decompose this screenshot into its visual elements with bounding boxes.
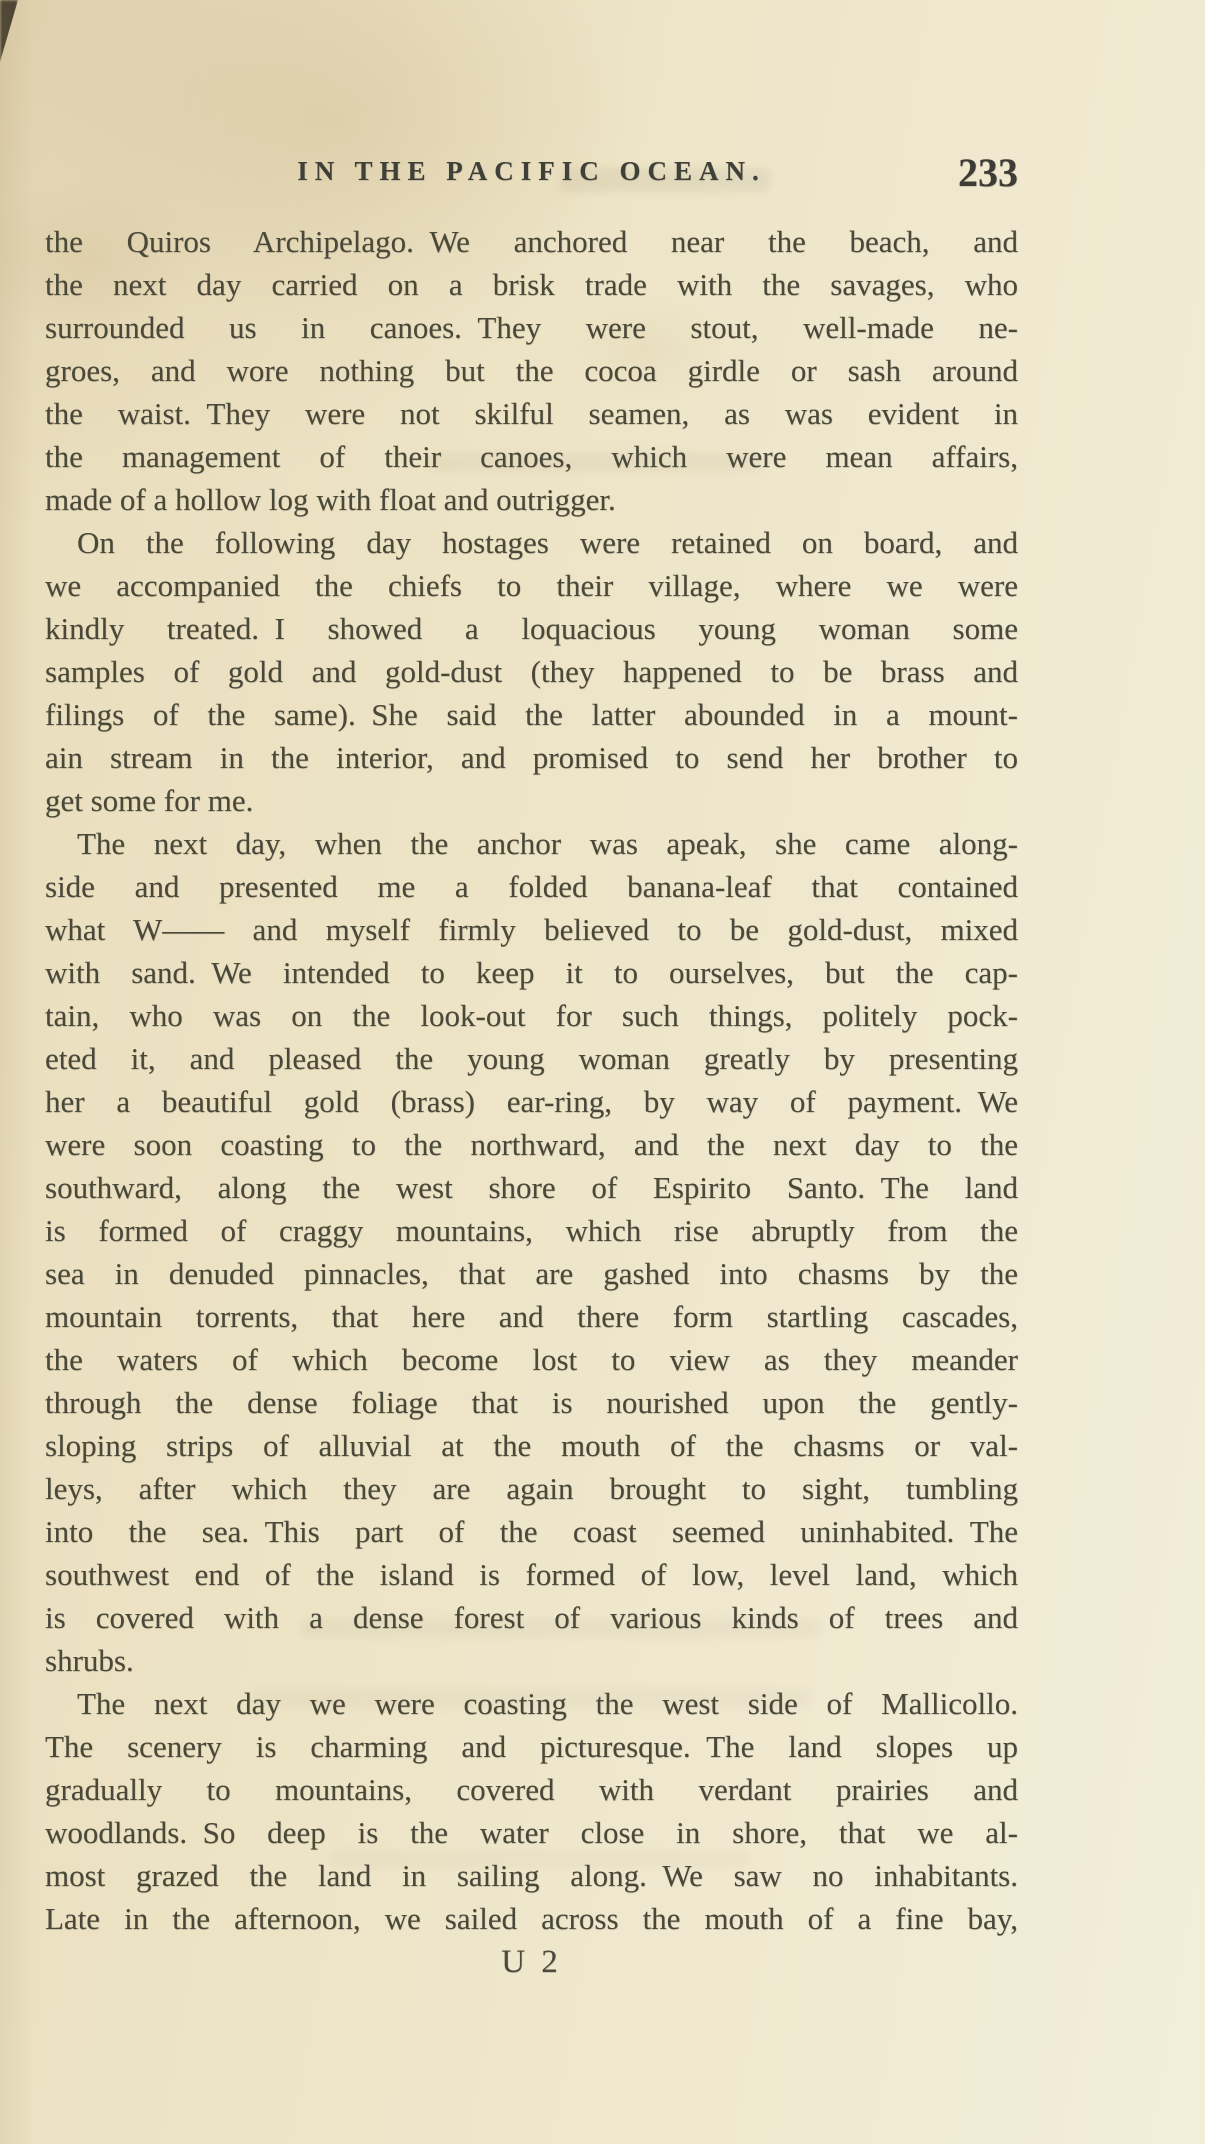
text-line: mountain torrents, that here and there form startling cascades, [45, 1299, 1018, 1334]
text-line: southward, along the west shore of Espirito Santo. The land [45, 1170, 1018, 1205]
text-line: the Quiros Archipelago. We anchored near the beach, and [45, 224, 1018, 259]
text-line: tain, who was on the look-out for such things, politely pock- [45, 998, 1018, 1033]
text-line: The next day we were coasting the west side of Mallicollo. [77, 1686, 1018, 1721]
text-line: eted it, and pleased the young woman greatly by presenting [45, 1041, 1018, 1076]
text-line: gradually to mountains, covered with verdant prairies and [45, 1772, 1018, 1807]
text-line: with sand. We intended to keep it to ourselves, but the cap- [45, 955, 1018, 990]
text-line: southwest end of the island is formed of low, level land, which [45, 1557, 1018, 1592]
text-line: sloping strips of alluvial at the mouth of the chasms or val- [45, 1428, 1018, 1463]
text-line: samples of gold and gold-dust (they happened to be brass and [45, 654, 1018, 689]
running-title: IN THE PACIFIC OCEAN. [297, 156, 766, 186]
text-line: were soon coasting to the northward, and the next day to the [45, 1127, 1018, 1162]
text-line: Late in the afternoon, we sailed across the mouth of a fine bay, [45, 1901, 1018, 1936]
text-line: the waist. They were not skilful seamen, as was evident in [45, 396, 1018, 431]
signature-mark: U 2 [501, 1944, 562, 1980]
text-line: what W—— and myself firmly believed to be gold-dust, mixed [45, 912, 1018, 947]
running-header [45, 150, 1018, 198]
text-line: is formed of craggy mountains, which rise abruptly from the [45, 1213, 1018, 1248]
text-line: kindly treated. I showed a loquacious young woman some [45, 611, 1018, 646]
text-line: filings of the same). She said the latter abounded in a mount- [45, 697, 1018, 732]
text-line: made of a hollow log with float and outrigger. [45, 482, 616, 517]
text-line: The scenery is charming and picturesque. The land slopes up [45, 1729, 1018, 1764]
text-line: the management of their canoes, which were mean affairs, [45, 439, 1018, 474]
text-line: her a beautiful gold (brass) ear-ring, by way of payment. We [45, 1084, 1018, 1119]
text-line: is covered with a dense forest of various kinds of trees and [45, 1600, 1018, 1635]
text-line: the next day carried on a brisk trade with the savages, who [45, 267, 1018, 302]
text-line: On the following day hostages were retained on board, and [77, 525, 1018, 560]
body-text [45, 220, 1018, 1940]
text-line: sea in denuded pinnacles, that are gashed into chasms by the [45, 1256, 1018, 1291]
text-line: we accompanied the chiefs to their village, where we were [45, 568, 1018, 603]
page-edge-shading [0, 0, 34, 2144]
text-line: The next day, when the anchor was apeak, she came along- [77, 826, 1018, 861]
text-line: through the dense foliage that is nourished upon the gently- [45, 1385, 1018, 1420]
text-line: the waters of which become lost to view as they meander [45, 1342, 1018, 1377]
text-line: woodlands. So deep is the water close in shore, that we al- [45, 1815, 1018, 1850]
text-line: into the sea. This part of the coast seemed uninhabited. The [45, 1514, 1018, 1549]
text-line: surrounded us in canoes. They were stout, well-made ne- [45, 310, 1018, 345]
text-line: groes, and wore nothing but the cocoa girdle or sash around [45, 353, 1018, 388]
text-line: leys, after which they are again brought to sight, tumbling [45, 1471, 1018, 1506]
text-line: side and presented me a folded banana-leaf that contained [45, 869, 1018, 904]
text-line: shrubs. [45, 1643, 134, 1678]
text-line: ain stream in the interior, and promised to send her brother to [45, 740, 1018, 775]
text-line: most grazed the land in sailing along. We saw no inhabitants. [45, 1858, 1018, 1893]
text-line: get some for me. [45, 783, 254, 818]
page-number: 233 [958, 150, 1018, 195]
